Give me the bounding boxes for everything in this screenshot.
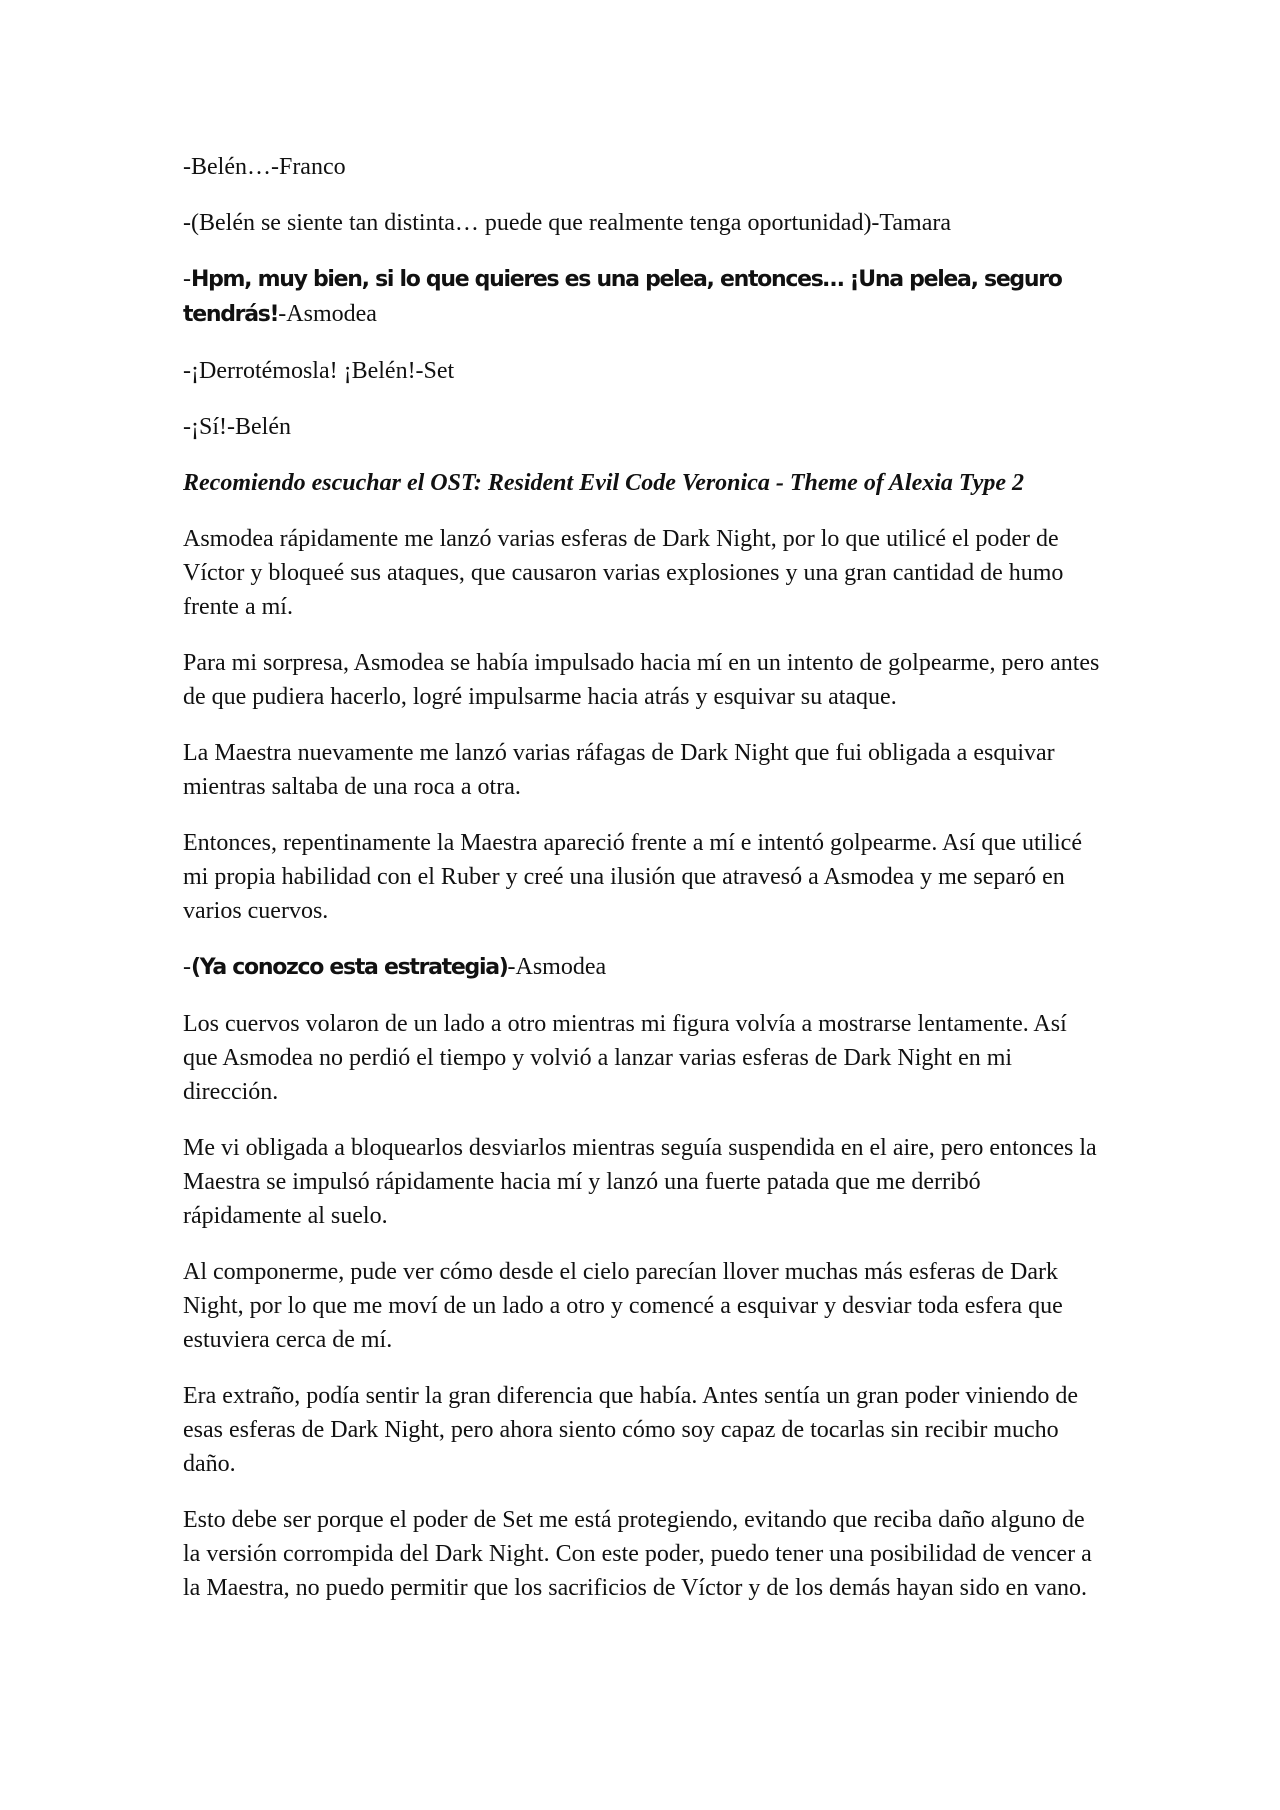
dialogue-set: -¡Derrotémosla! ¡Belén!-Set xyxy=(183,358,455,384)
narration-paragraph: Los cuervos volaron de un lado a otro mientras mi figura volvía a mostrarse lentamente. Así que Asmodea no perdió el tiempo y volvió a lanzar varias esferas de Dark Night en mi dirección. xyxy=(183,1011,1067,1105)
dialogue-asmodea-thought xyxy=(183,950,1105,985)
narration-paragraph: Esto debe ser porque el poder de Set me está protegiendo, evitando que reciba daño alguno de la versión corrompida del Dark Night. Con este poder, puedo tener una posibilidad de vencer a la Maestra, no puedo permitir que los sacrificios de Víctor y de los demás hayan sido en vano. xyxy=(183,1507,1092,1601)
dash-prefix: - xyxy=(183,266,191,292)
narration-paragraph: Entonces, repentinamente la Maestra apareció frente a mí e intentó golpearme. Así que utilicé mi propia habilidad con el Ruber y creé una ilusión que atravesó a Asmodea y me separó en varios cuervos. xyxy=(183,830,1082,924)
narration-paragraph: Era extraño, podía sentir la gran diferencia que había. Antes sentía un gran poder viniendo de esas esferas de Dark Night, pero ahora siento cómo soy capaz de tocarlas sin recibir mucho daño. xyxy=(183,1383,1079,1477)
music-recommendation: Recomiendo escuchar el OST: Resident Evil Code Veronica - Theme of Alexia Type 2 xyxy=(183,470,1024,496)
narration-paragraph: Asmodea rápidamente me lanzó varias esferas de Dark Night, por lo que utilicé el poder de Víctor y bloqueé sus ataques, que causaron varias explosiones y una gran cantidad de humo frente a mí. xyxy=(183,526,1064,620)
dialogue-tamara: -(Belén se siente tan distinta… puede que realmente tenga oportunidad)-Tamara xyxy=(183,210,952,236)
narration-paragraph: La Maestra nuevamente me lanzó varias ráfagas de Dark Night que fui obligada a esquivar mientras saltaba de una roca a otra. xyxy=(183,740,1055,800)
narration-paragraph: Para mi sorpresa, Asmodea se había impulsado hacia mí en un intento de golpearme, pero antes de que pudiera hacerlo, logré impulsarme hacia atrás y esquivar su ataque. xyxy=(183,650,1100,710)
shout-text: (Ya conozco esta estrategia) xyxy=(191,955,508,980)
speaker-suffix: -Asmodea xyxy=(507,954,607,980)
narration-paragraph: Me vi obligada a bloquearlos desviarlos mientras seguía suspendida en el aire, pero entonces la Maestra se impulsó rápidamente hacia mí y lanzó una fuerte patada que me derribó rápidamente al suelo. xyxy=(183,1135,1097,1229)
dash-prefix: - xyxy=(183,954,191,980)
narration-paragraph: Al componerme, pude ver cómo desde el cielo parecían llover muchas más esferas de Dark Night, por lo que me moví de un lado a otro y comencé a esquivar y desviar toda esfera que estuviera cerca de mí. xyxy=(183,1259,1063,1353)
text-column xyxy=(183,150,1105,1627)
speaker-suffix: -Asmodea xyxy=(278,301,377,327)
dialogue-franco: -Belén…-Franco xyxy=(183,154,346,180)
dialogue-belen: -¡Sí!-Belén xyxy=(183,414,291,440)
dialogue-asmodea-challenge xyxy=(183,262,1105,332)
shout-text: Hpm, muy bien, si lo que quieres es una pelea, entonces… ¡Una pelea, seguro tendrás! xyxy=(183,267,1062,327)
